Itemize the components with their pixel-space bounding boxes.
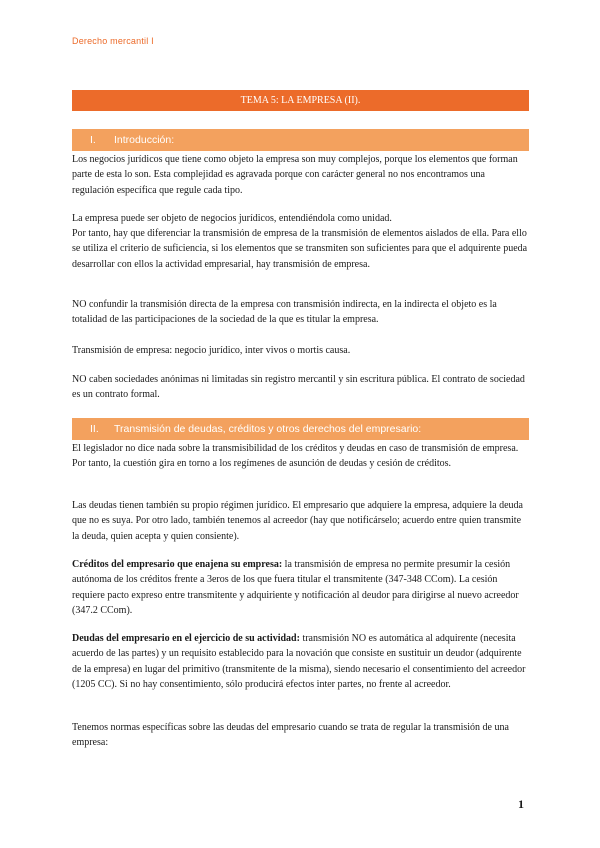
section-number: I.: [90, 134, 96, 146]
paragraph: Los negocios jurídicos que tiene como objeto la empresa son muy complejos, porque los elementos que forman parte de esta lo son. Esta complejidad es agravada porque con carácter general no nos encontramos una regulación específica que regule cada tipo.: [72, 154, 518, 196]
running-header: Derecho mercantil I: [72, 36, 154, 46]
paragraph: NO confundir la transmisión directa de la empresa con transmisión indirecta, en la indirecta el objeto es la totalidad de las participaciones de la sociedad de la que es titular la empresa.: [72, 299, 497, 326]
paragraph-lead: Deudas del empresario en el ejercicio de su actividad:: [72, 633, 300, 644]
section-number: II.: [90, 423, 99, 435]
paragraph-deudas: [72, 631, 529, 692]
page-title: TEMA 5: LA EMPRESA (II).: [72, 90, 529, 111]
paragraph: Las deudas tienen también su propio régimen jurídico. El empresario que adquiere la empresa, adquiere la deuda que no es suya. Por otro lado, también tenemos al acreedor (hay que notificárselo; acuerdo entre quien transmite la deuda, quien acepta y quien consiente).: [72, 500, 523, 542]
paragraph: Por tanto, hay que diferenciar la transmisión de empresa de la transmisión de elementos aislados de ella. Para ello se utiliza el criterio de suficiencia, si los elementos que se transmiten son suficientes para que el adquirente pueda desarrollar con ellos la actividad empresarial, hay transmisión de empresa.: [72, 228, 528, 270]
paragraph-creditos: [72, 557, 529, 618]
paragraph: NO caben sociedades anónimas ni limitadas sin registro mercantil y sin escritura pública. El contrato de sociedad es un contrato formal.: [72, 374, 525, 401]
paragraph-body: la transmisión de empresa no permite presumir la cesión autónoma de los créditos frente a 3eros de los que fuera titular el transmitente (347-348 CCom). La cesión requiere pacto expreso entre transmitente y adquiriente y notificación al deudor para dirigirse al nuevo acreedor (347.2 CCom).: [72, 559, 519, 616]
section-title: Transmisión de deudas, créditos y otros derechos del empresario:: [114, 423, 422, 435]
page-number: 1: [518, 797, 524, 811]
section-title: Introducción:: [114, 134, 175, 146]
section-heading-transmision: [72, 418, 529, 440]
paragraph: El legislador no dice nada sobre la transmisibilidad de los créditos y deudas en caso de transmisión de empresa. Por tanto, la cuestión gira en torno a los regímenes de asunción de deudas y cesión de créditos.: [72, 443, 519, 470]
paragraph: La empresa puede ser objeto de negocios jurídicos, entendiéndola como unidad.: [72, 213, 392, 224]
paragraph: Transmisión de empresa: negocio jurídico, inter vivos o mortis causa.: [72, 345, 351, 356]
section-heading-introduccion: [72, 129, 529, 151]
paragraph-lead: Créditos del empresario que enajena su empresa:: [72, 559, 283, 570]
paragraph: Tenemos normas específicas sobre las deudas del empresario cuando se trata de regular la transmisión de una empresa:: [72, 722, 509, 749]
paragraph-body: transmisión NO es automática al adquirente (necesita acuerdo de las partes) y un requisito establecido para la novación que consiste en sustituir un deudor (adquirente de la empresa) en lugar del primitivo (transmitente de la misma), siendo necesario el consentimiento del acreedor (1205 CC). Si no hay consentimiento, sólo producirá efectos inter partes, no frente al acreedor.: [72, 633, 526, 690]
